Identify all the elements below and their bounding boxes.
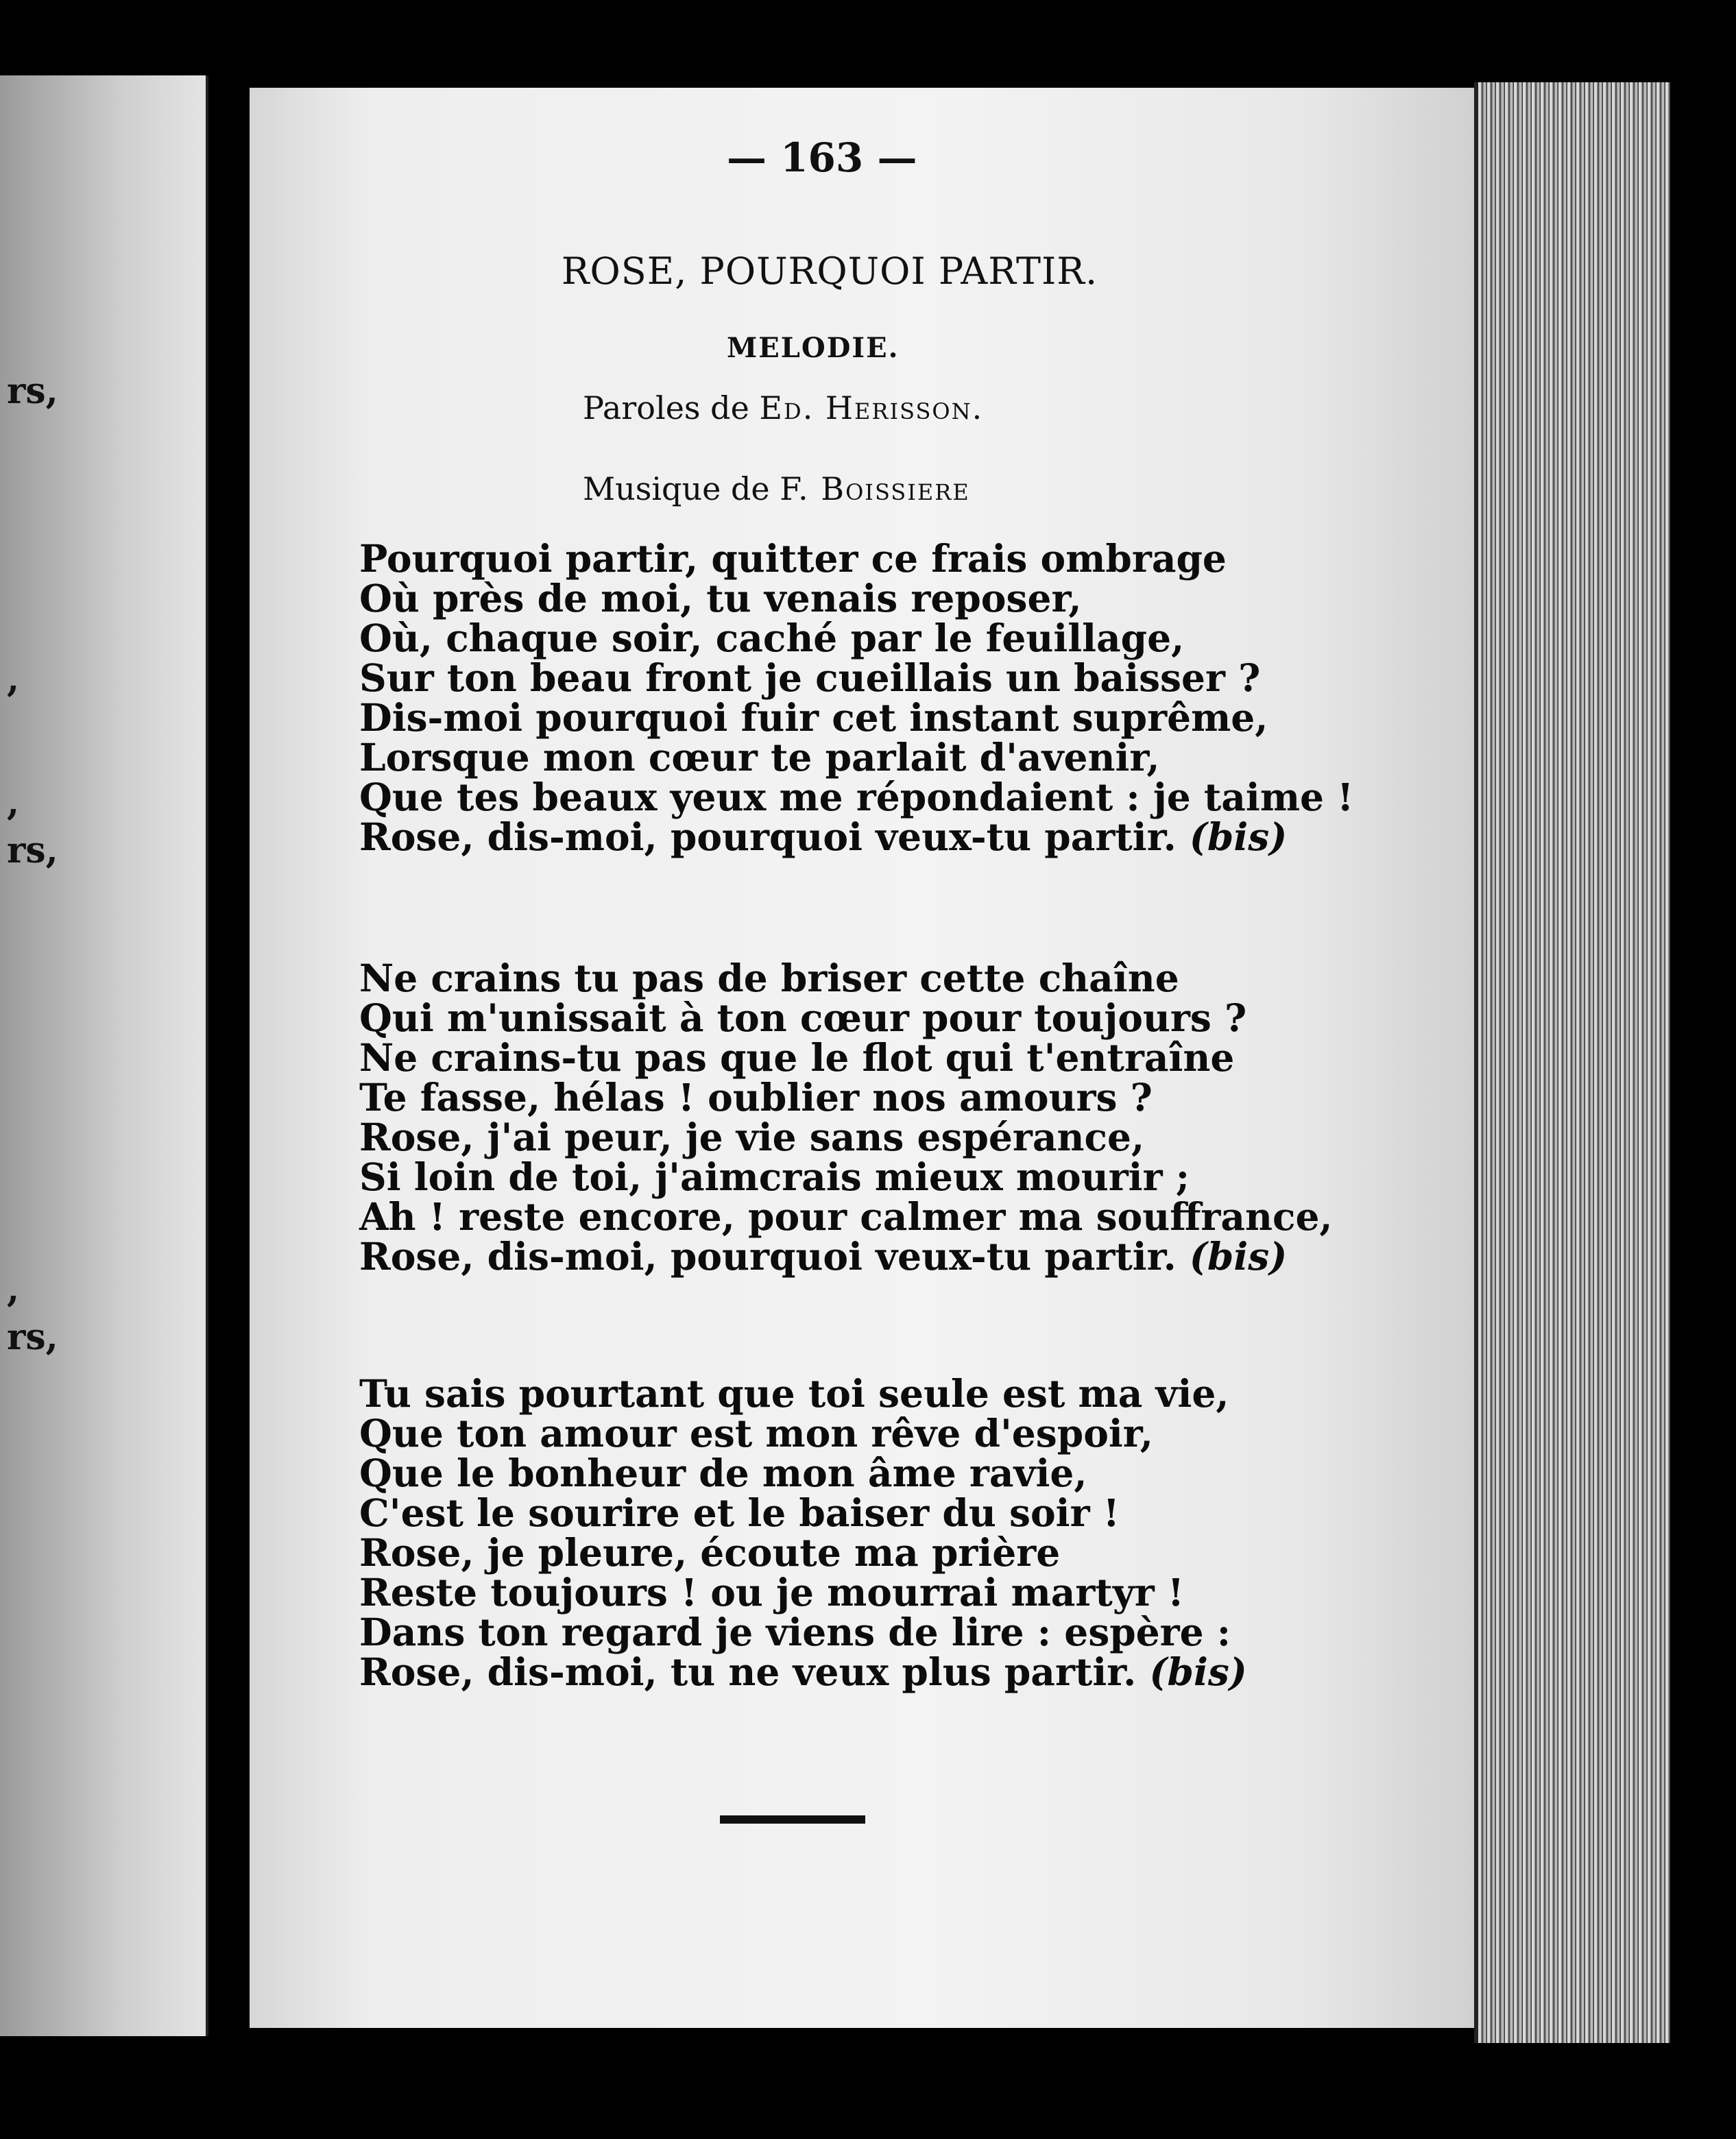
left-page-fragment: ,	[7, 658, 20, 700]
left-page-fragment: rs,	[7, 1316, 58, 1358]
song-title: ROSE, POURQUOI PARTIR.	[561, 250, 1098, 293]
end-rule	[720, 1815, 865, 1824]
refrain-line	[359, 814, 1353, 859]
verse-line: Rose, j'ai peur, je vie sans espérance,	[359, 1115, 1145, 1159]
verse-line: Qui m'unissait à ton cœur pour toujours ?	[359, 995, 1247, 1040]
verse-line: C'est le sourire et le baiser du soir !	[359, 1490, 1120, 1535]
bis-marker: (bis)	[1149, 1649, 1247, 1694]
verse-line: Dans ton regard je viens de lire : espère :	[359, 1610, 1231, 1654]
music-prefix: Musique de	[583, 470, 770, 507]
composer-name: F. Boissiere	[780, 470, 970, 507]
book-page-edges	[1474, 82, 1670, 2043]
left-page-fragment: ,	[7, 1268, 20, 1310]
song-genre: MELODIE.	[727, 332, 900, 364]
verse-line: Si loin de toi, j'aimcrais mieux mourir ;	[359, 1155, 1190, 1199]
left-page-fragment: rs,	[7, 370, 58, 412]
verse-line: Ah ! reste encore, pour calmer ma souffrance,	[359, 1194, 1333, 1239]
page-number: — 163 —	[727, 134, 917, 181]
verse-line: Où, chaque soir, caché par le feuillage,	[359, 616, 1185, 660]
verse-line: Que le bonheur de mon âme ravie,	[359, 1451, 1087, 1495]
verse-line: Que tes beaux yeux me répondaient : je taime !	[359, 775, 1354, 819]
verse-line: Ne crains-tu pas que le flot qui t'entraîne	[359, 1035, 1235, 1080]
lyrics-prefix: Paroles de	[583, 389, 749, 426]
composer-credit	[583, 470, 970, 507]
bis-marker: (bis)	[1189, 814, 1288, 859]
refrain-text: Rose, dis-moi, pourquoi veux-tu partir.	[359, 814, 1177, 859]
refrain-text: Rose, dis-moi, pourquoi veux-tu partir.	[359, 1234, 1177, 1279]
left-facing-page	[0, 75, 208, 2036]
verse-line: Sur ton beau front je cueillais un baisser ?	[359, 655, 1261, 700]
stanza-2	[359, 958, 1333, 1277]
verse-line: Où près de moi, tu venais reposer,	[359, 576, 1082, 620]
stanza-3	[359, 1371, 1247, 1694]
lyricist-name: Ed. Herisson.	[759, 389, 984, 426]
verse-line: Pourquoi partir, quitter ce frais ombrage	[359, 536, 1227, 581]
refrain-line	[359, 1649, 1247, 1694]
refrain-text: Rose, dis-moi, tu ne veux plus partir.	[359, 1649, 1137, 1694]
verse-line: Que ton amour est mon rêve d'espoir,	[359, 1411, 1153, 1455]
verse-line: Reste toujours ! ou je mourrai martyr !	[359, 1570, 1185, 1615]
stanza-1	[359, 536, 1354, 859]
verse-line: Ne crains tu pas de briser cette chaîne	[359, 956, 1179, 1000]
refrain-line	[359, 1234, 1333, 1279]
lyricist-credit	[583, 389, 983, 426]
left-page-fragment: rs,	[7, 830, 58, 871]
verse-line: Tu sais pourtant que toi seule est ma vie,	[359, 1371, 1229, 1416]
left-page-fragment: ,	[7, 782, 20, 823]
verse-line: Lorsque mon cœur te parlait d'avenir,	[359, 735, 1160, 780]
verse-line: Te fasse, hélas ! oublier nos amours ?	[359, 1075, 1153, 1120]
bis-marker: (bis)	[1189, 1234, 1288, 1279]
verse-line: Rose, je pleure, écoute ma prière	[359, 1530, 1061, 1575]
verse-line: Dis-moi pourquoi fuir cet instant suprême,	[359, 695, 1268, 740]
